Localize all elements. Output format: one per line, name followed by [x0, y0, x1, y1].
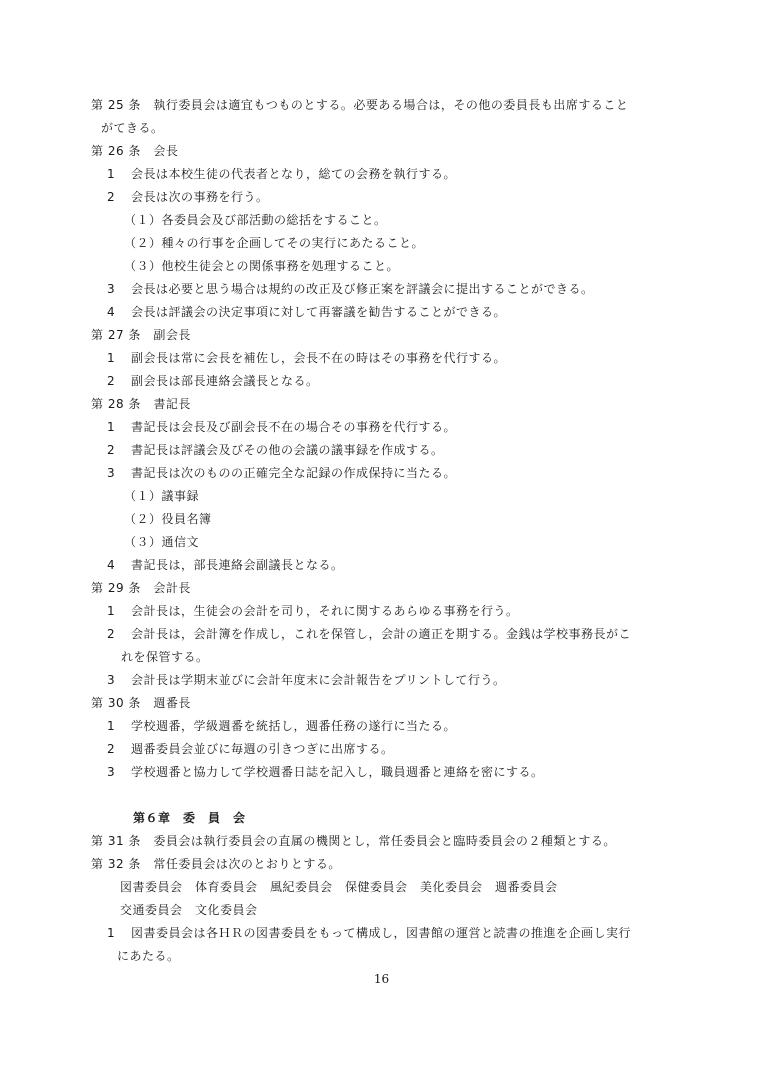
- article-26-item-1: 1 会長は本校生徒の代表者となり，総ての会務を執行する。: [107, 167, 457, 181]
- article-30-item-1: 1 学校週番，学級週番を統括し，週番任務の遂行に当たる。: [107, 719, 457, 733]
- article-32-item-1: 1 図書委員会は各ＨＲの図書委員をもって構成し，図書館の運営と読書の推進を企画し実行: [107, 926, 632, 940]
- article-30-item-2: 2 週番委員会並びに毎週の引きつぎに出席する。: [107, 742, 394, 756]
- article-26-item-2: 2 会長は次の事務を行う。: [107, 190, 269, 204]
- article-32-heading: 第 32 条 常任委員会は次のとおりとする。: [91, 857, 341, 871]
- article-26-subitem-2: （２）種々の行事を企画してその実行にあたること。: [124, 236, 425, 250]
- article-28-subitem-2: （２）役員名簿: [124, 512, 212, 526]
- article-27-heading: 第 27 条 副会長: [91, 328, 191, 342]
- article-25-line-2: がてきる。: [101, 121, 164, 135]
- article-28-heading: 第 28 条 書記長: [91, 397, 191, 411]
- article-26-subitem-1: （１）各委員会及び部活動の総括をすること。: [124, 213, 387, 227]
- article-27-item-1: 1 副会長は常に会長を補佐し，会長不在の時はその事務を代行する。: [107, 351, 507, 365]
- article-30-item-3: 3 学校週番と協力して学校週番日誌を記入し，職員週番と連絡を密にする。: [107, 765, 544, 779]
- article-26-heading: 第 26 条 会長: [91, 144, 179, 158]
- article-29-item-2: 2 会計長は，会計簿を作成し，これを保管し，会計の適正を期する。金銭は学校事務長がこ: [107, 627, 632, 641]
- article-26-item-4: 4 会長は評議会の決定事項に対して再審議を勧告することができる。: [107, 305, 507, 319]
- article-28-item-4: 4 書記長は，部長連絡会副議長となる。: [107, 558, 344, 572]
- committee-list-line-1: 図書委員会 体育委員会 風紀委員会 保健委員会 美化委員会 週番委員会: [120, 880, 558, 894]
- document-body: [91, 94, 681, 968]
- section-gap: [91, 784, 681, 807]
- committee-list-line-2: 交通委員会 文化委員会: [120, 903, 258, 917]
- article-29-item-2-cont: れを保管する。: [121, 650, 209, 664]
- article-28-item-3: 3 書記長は次のものの正確完全な記録の作成保持に当たる。: [107, 466, 457, 480]
- page-number: 16: [373, 972, 390, 986]
- article-28-subitem-3: （３）通信文: [124, 535, 200, 549]
- article-26-subitem-3: （３）他校生徒会との関係事務を処理すること。: [124, 259, 400, 273]
- article-29-heading: 第 29 条 会計長: [91, 581, 191, 595]
- article-26-item-3: 3 会長は必要と思う場合は規約の改正及び修正案を評議会に提出することができる。: [107, 282, 594, 296]
- article-28-item-2: 2 書記長は評議会及びその他の会議の議事録を作成する。: [107, 443, 444, 457]
- article-30-heading: 第 30 条 週番長: [91, 696, 191, 710]
- article-32-item-1-cont: にあたる。: [117, 949, 180, 963]
- article-25-line-1: 第 25 条 執行委員会は適宜もつものとする。必要ある場合は，その他の委員長も出席すること: [91, 98, 629, 112]
- article-27-item-2: 2 副会長は部長連絡会議長となる。: [107, 374, 319, 388]
- article-31-line: 第 31 条 委員会は執行委員会の直属の機関とし，常任委員会と臨時委員会の２種類とする。: [91, 834, 616, 848]
- article-28-subitem-1: （１）議事録: [124, 489, 200, 503]
- article-29-item-1: 1 会計長は，生徒会の会計を司り，それに関するあらゆる事務を行う。: [107, 604, 519, 618]
- article-29-item-3: 3 会計長は学期末並びに会計年度末に会計報告をプリントして行う。: [107, 673, 506, 687]
- chapter-heading: 第６章 委 員 会: [133, 811, 246, 825]
- article-28-item-1: 1 書記長は会長及び副会長不在の場合その事務を代行する。: [107, 420, 457, 434]
